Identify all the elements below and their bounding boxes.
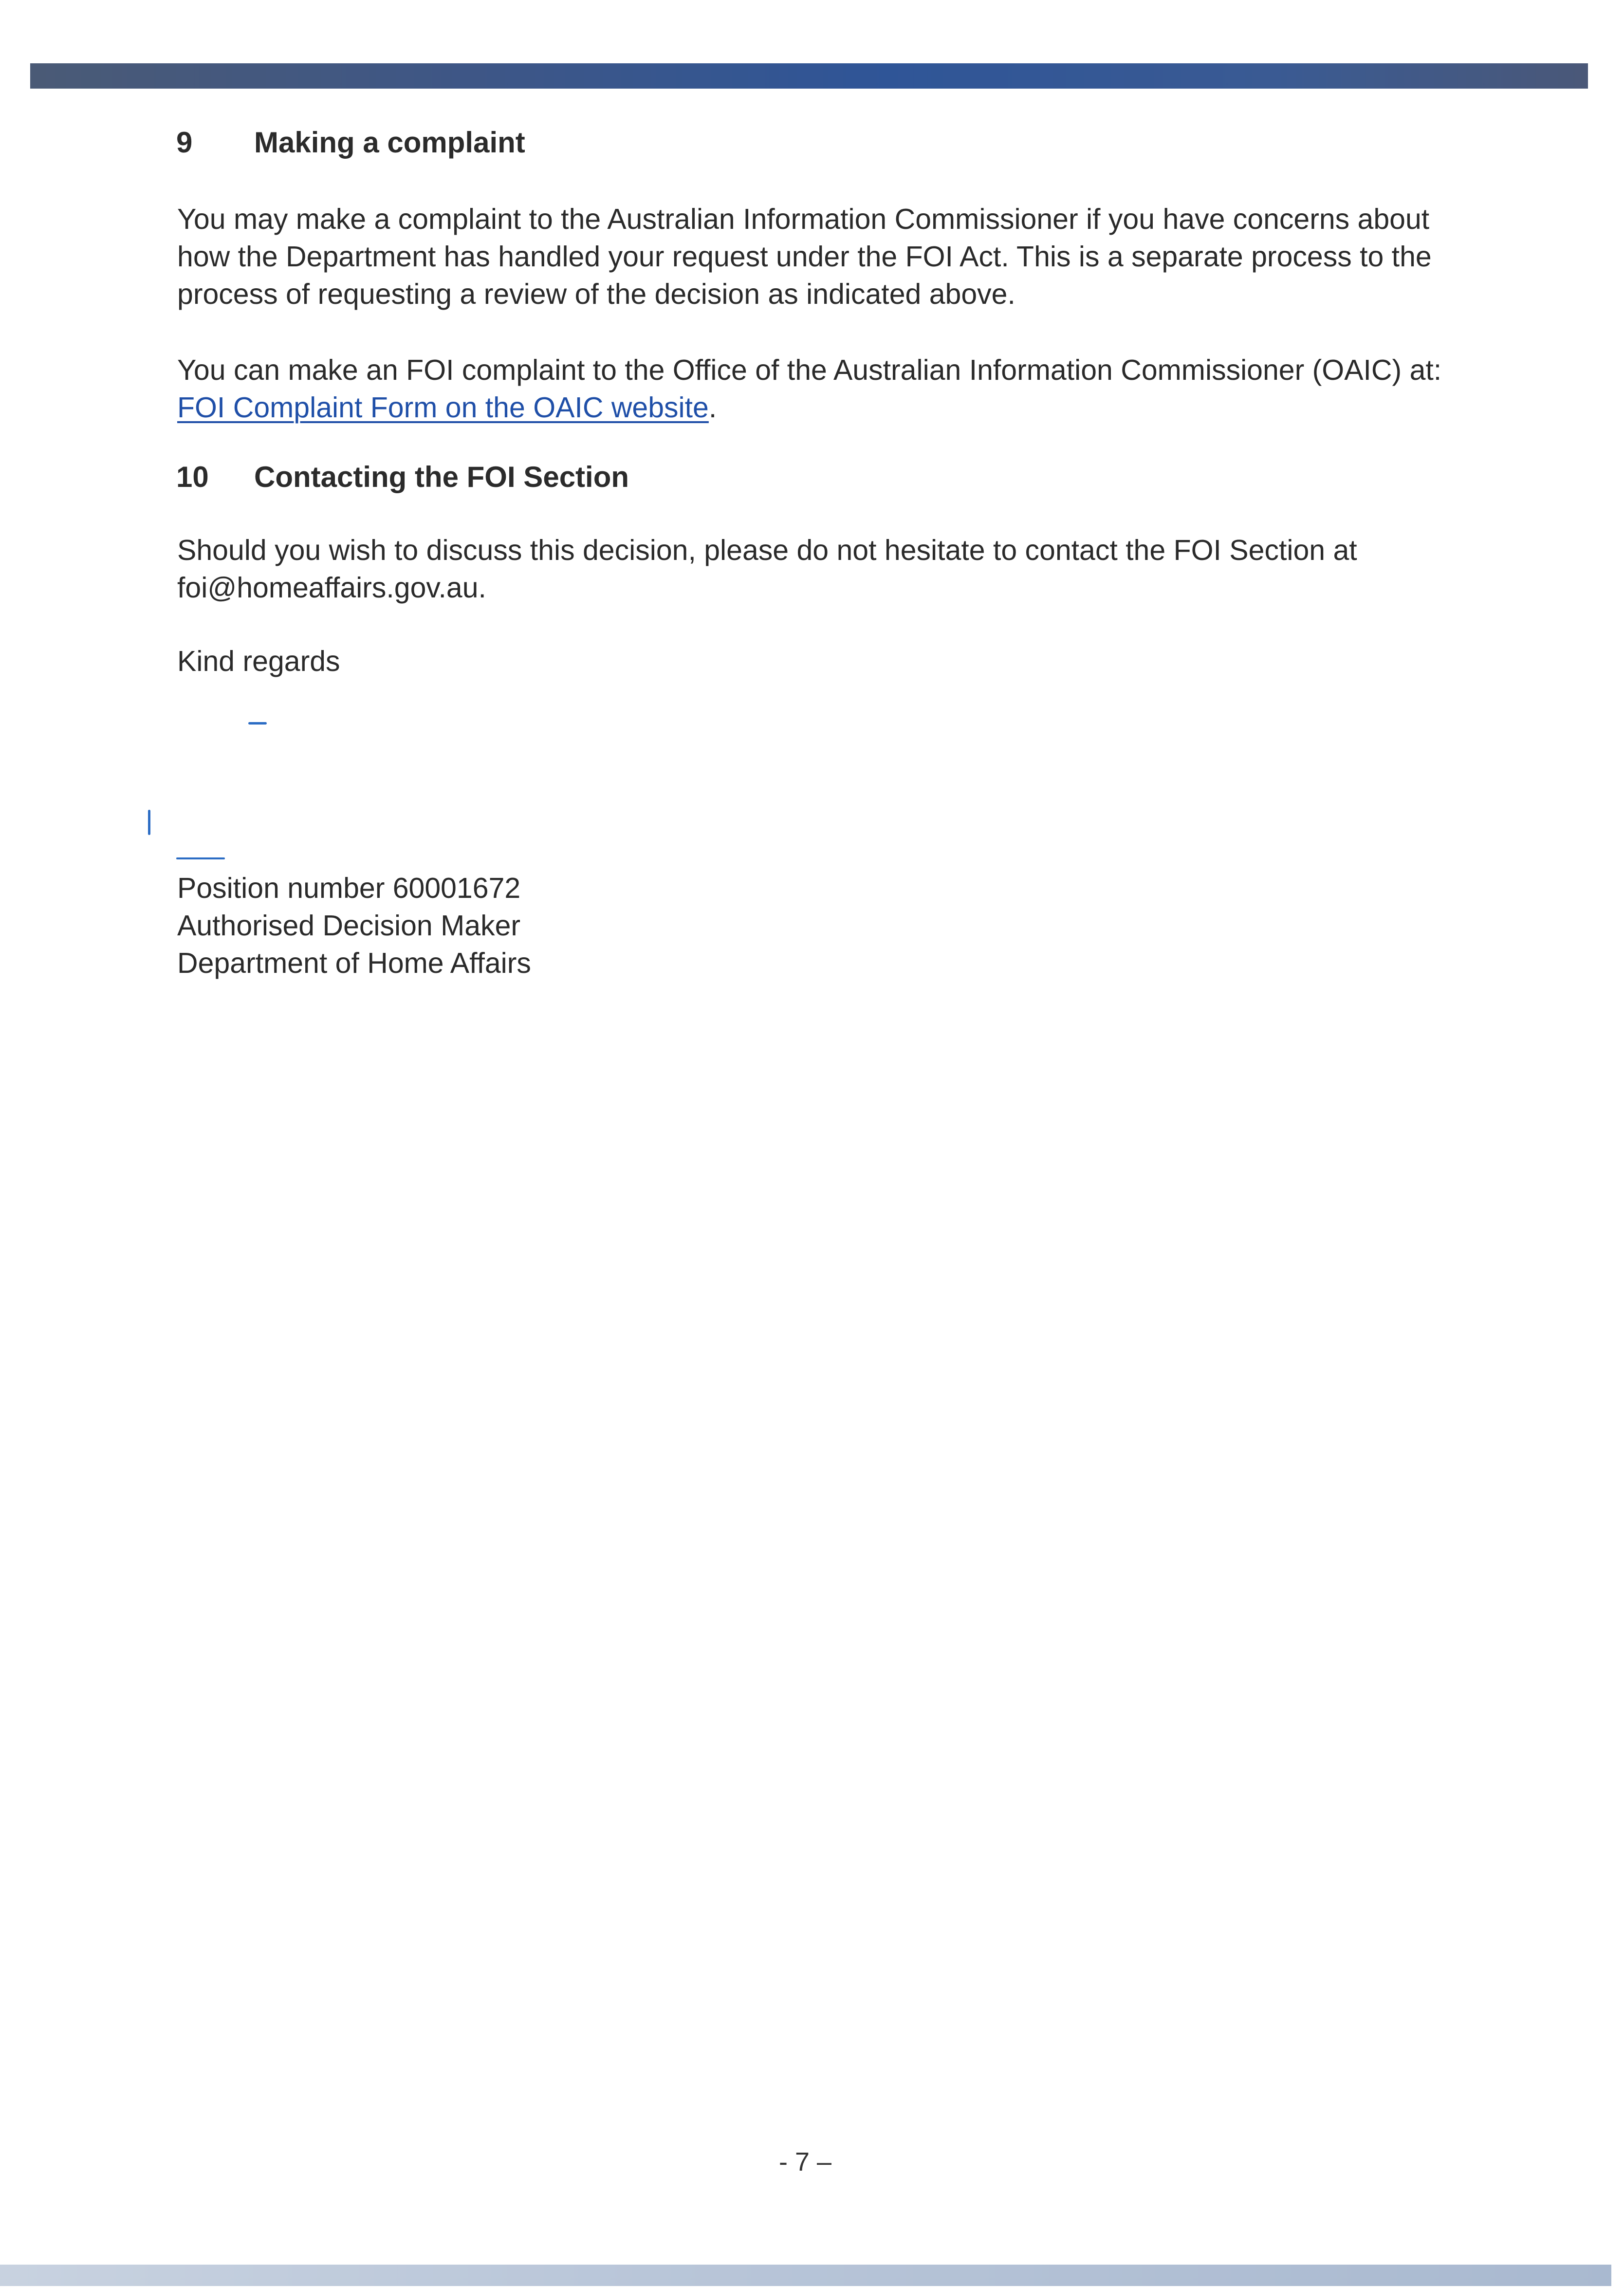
section-9-number: 9 [176,126,193,159]
signature-position-number: Position number 60001672 [177,872,521,904]
oaic-paragraph-text: You can make an FOI complaint to the Office of the Australian Information Commissioner (OAIC) at: [177,354,1442,386]
section-9-paragraph-1 [177,201,1462,313]
signature-department: Department of Home Affairs [177,947,531,979]
section-9-heading [176,126,525,160]
section-10-number: 10 [176,461,209,493]
section-10-heading [176,460,629,494]
oaic-link-suffix: . [708,391,717,424]
contact-paragraph: Should you wish to discuss this decision, please do not hesitate to contact the FOI Section at foi@homeaffairs.gov.au. [177,534,1357,604]
closing-salutation: Kind regards [177,645,340,677]
signature-role: Authorised Decision Maker [177,910,521,942]
section-9-paragraph-2 [177,352,1462,427]
complaint-paragraph: You may make a complaint to the Australian Information Commissioner if you have concerns about how the Department has handled your request under the FOI Act. This is a separate process to the process of requesting a review of the decision as indicated above. [177,203,1432,310]
section-9-title: Making a complaint [254,126,525,159]
signature-mark [148,810,150,835]
header-band [30,63,1588,89]
signature-mark [248,722,267,725]
section-10-title: Contacting the FOI Section [254,461,629,493]
oaic-complaint-form-link[interactable]: FOI Complaint Form on the OAIC website [177,391,709,424]
page-number: - 7 – [779,2147,832,2176]
signature-mark [176,857,225,859]
footer-band [0,2265,1611,2286]
section-10-paragraph [177,532,1462,607]
oaic-paragraph [177,352,1462,427]
